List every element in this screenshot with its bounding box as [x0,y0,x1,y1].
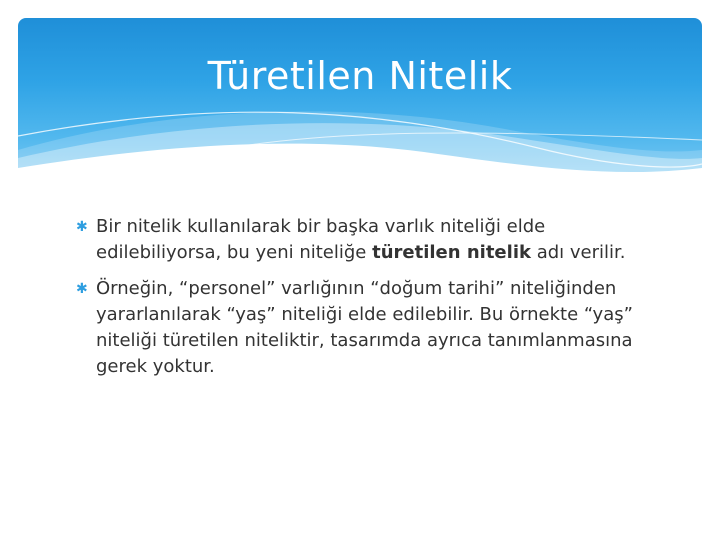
asterisk-icon: ✱ [76,219,88,235]
bullet-list [76,214,656,390]
wave-decoration [18,18,702,178]
bullet-1-text-after: adı verilir. [530,242,626,263]
bullet-item-2 [76,276,656,380]
title-banner [18,18,702,178]
bullet-1-text-before: Bir nitelik kullanılarak bir başka varlık niteliği elde edilebiliyorsa, bu yeni niteliğe [96,216,546,263]
asterisk-icon: ✱ [76,281,88,297]
bullet-1-bold-term: türetilen nitelik [372,242,531,263]
bullet-2-text: Örneğin, “personel” varlığının “doğum tarihi” niteliğinden yararlanılarak “yaş” niteliği elde edilebilir. Bu örnekte “yaş” niteliği türetilen niteliktir, tasarımda ayrıca tanımlanmasına gerek yoktur. [96,278,633,377]
bullet-item-1 [76,214,656,266]
slide-title: Türetilen Nitelik [207,54,513,98]
